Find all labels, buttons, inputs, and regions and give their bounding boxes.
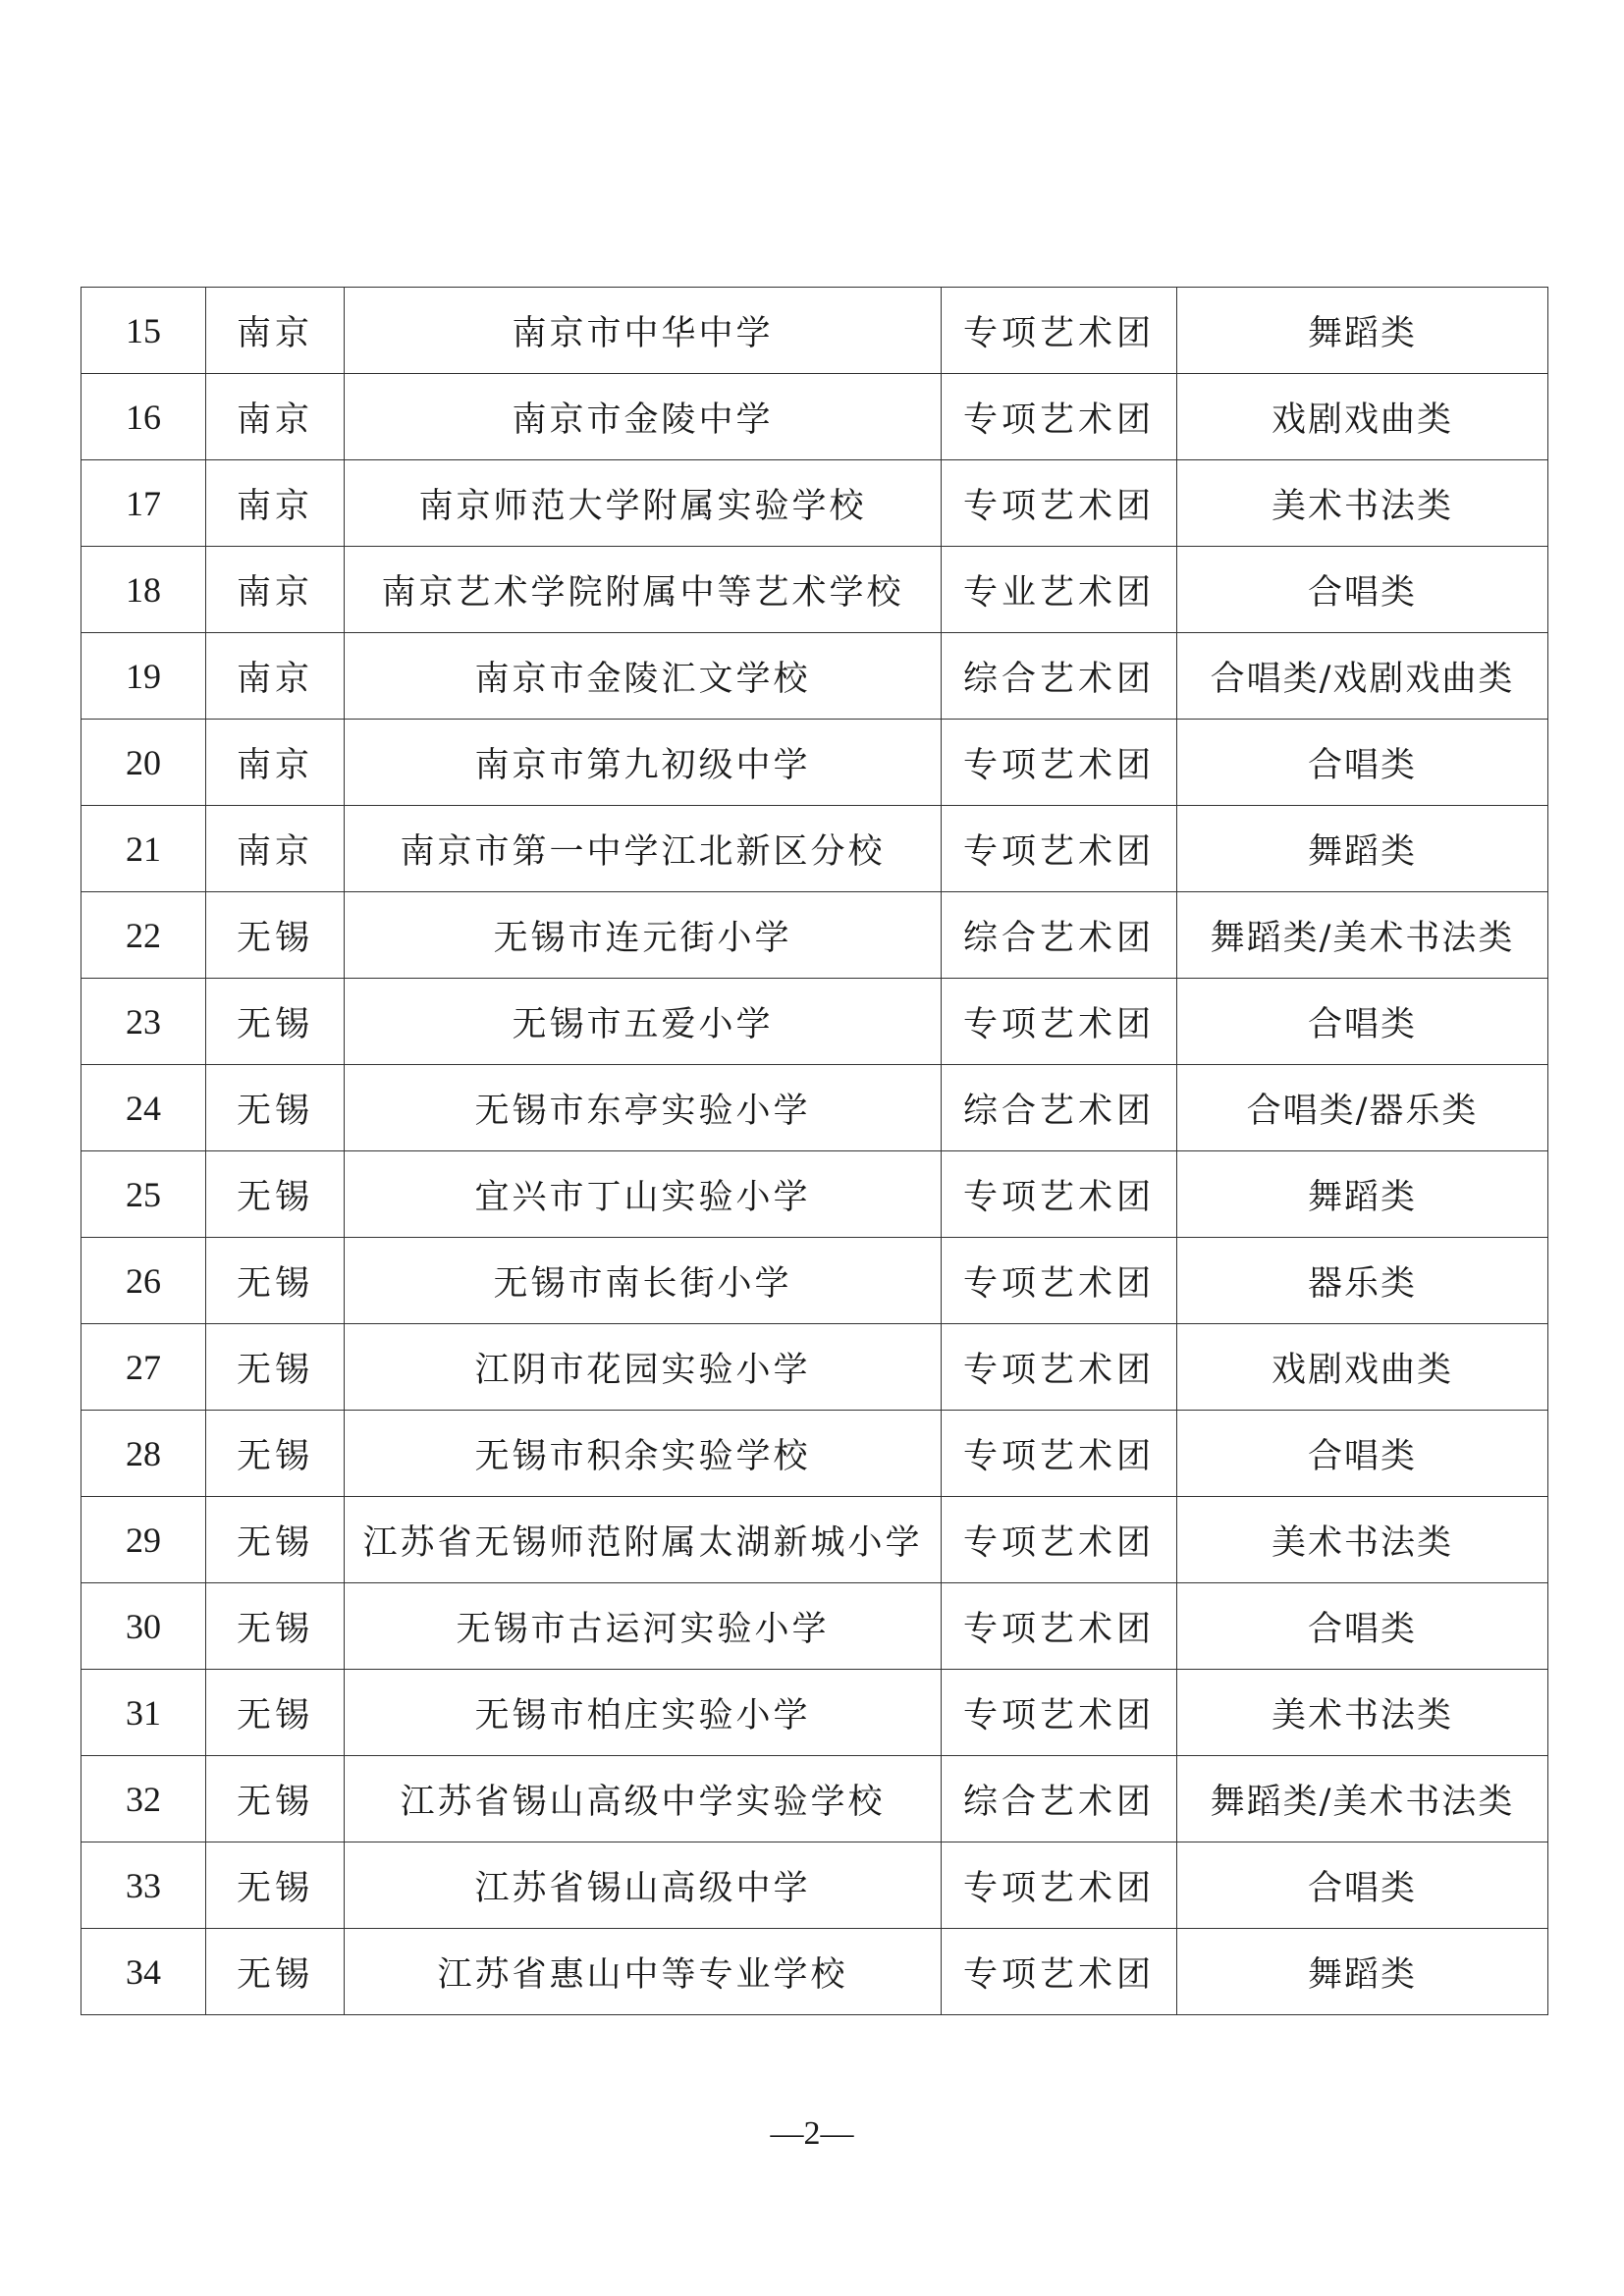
troupe-type-cell: 专项艺术团 (942, 1238, 1177, 1324)
category-cell: 合唱类 (1177, 1583, 1548, 1670)
row-number-cell: 16 (81, 374, 206, 460)
table-row (81, 460, 1548, 547)
category-cell: 舞蹈类 (1177, 1929, 1548, 2015)
city-cell: 无锡 (206, 1497, 345, 1583)
row-number-cell: 31 (81, 1670, 206, 1756)
troupe-type-cell: 专项艺术团 (942, 1497, 1177, 1583)
school-name-cell: 无锡市连元街小学 (345, 892, 942, 979)
city-cell: 无锡 (206, 1238, 345, 1324)
troupe-type-cell: 专项艺术团 (942, 806, 1177, 892)
school-name-cell: 宜兴市丁山实验小学 (345, 1151, 942, 1238)
city-cell: 无锡 (206, 1756, 345, 1842)
category-cell: 戏剧戏曲类 (1177, 1324, 1548, 1411)
table-row (81, 1497, 1548, 1583)
city-cell: 南京 (206, 288, 345, 374)
city-cell: 南京 (206, 806, 345, 892)
school-name-cell: 南京市第一中学江北新区分校 (345, 806, 942, 892)
city-cell: 南京 (206, 374, 345, 460)
table-body (81, 288, 1548, 2015)
school-name-cell: 南京市金陵汇文学校 (345, 633, 942, 720)
school-name-cell: 无锡市南长街小学 (345, 1238, 942, 1324)
school-name-cell: 南京市第九初级中学 (345, 720, 942, 806)
row-number-cell: 27 (81, 1324, 206, 1411)
category-cell: 美术书法类 (1177, 1497, 1548, 1583)
table-row (81, 547, 1548, 633)
school-name-cell: 江苏省锡山高级中学 (345, 1842, 942, 1929)
city-cell: 无锡 (206, 1151, 345, 1238)
row-number-cell: 29 (81, 1497, 206, 1583)
category-cell: 戏剧戏曲类 (1177, 374, 1548, 460)
troupe-type-cell: 专项艺术团 (942, 1583, 1177, 1670)
city-cell: 无锡 (206, 1324, 345, 1411)
row-number-cell: 33 (81, 1842, 206, 1929)
row-number-cell: 26 (81, 1238, 206, 1324)
table-row (81, 1583, 1548, 1670)
table-row (81, 720, 1548, 806)
city-cell: 无锡 (206, 1670, 345, 1756)
school-name-cell: 无锡市古运河实验小学 (345, 1583, 942, 1670)
school-name-cell: 江苏省锡山高级中学实验学校 (345, 1756, 942, 1842)
table-row (81, 1929, 1548, 2015)
troupe-type-cell: 专项艺术团 (942, 374, 1177, 460)
row-number-cell: 34 (81, 1929, 206, 2015)
troupe-type-cell: 综合艺术团 (942, 892, 1177, 979)
city-cell: 南京 (206, 720, 345, 806)
troupe-type-cell: 综合艺术团 (942, 1756, 1177, 1842)
troupe-type-cell: 专业艺术团 (942, 547, 1177, 633)
troupe-type-cell: 专项艺术团 (942, 1670, 1177, 1756)
category-cell: 器乐类 (1177, 1238, 1548, 1324)
row-number-cell: 24 (81, 1065, 206, 1151)
category-cell: 合唱类/器乐类 (1177, 1065, 1548, 1151)
table-row (81, 1756, 1548, 1842)
school-name-cell: 无锡市积余实验学校 (345, 1411, 942, 1497)
row-number-cell: 28 (81, 1411, 206, 1497)
school-name-cell: 无锡市东亭实验小学 (345, 1065, 942, 1151)
category-cell: 合唱类/戏剧戏曲类 (1177, 633, 1548, 720)
table-row (81, 979, 1548, 1065)
school-name-cell: 无锡市五爱小学 (345, 979, 942, 1065)
row-number-cell: 15 (81, 288, 206, 374)
table-row (81, 806, 1548, 892)
table-row (81, 1670, 1548, 1756)
troupe-type-cell: 专项艺术团 (942, 720, 1177, 806)
category-cell: 舞蹈类/美术书法类 (1177, 1756, 1548, 1842)
table-row (81, 1324, 1548, 1411)
school-name-cell: 无锡市柏庄实验小学 (345, 1670, 942, 1756)
row-number-cell: 30 (81, 1583, 206, 1670)
row-number-cell: 22 (81, 892, 206, 979)
school-name-cell: 江苏省惠山中等专业学校 (345, 1929, 942, 2015)
row-number-cell: 18 (81, 547, 206, 633)
table-row (81, 374, 1548, 460)
category-cell: 美术书法类 (1177, 1670, 1548, 1756)
school-name-cell: 南京艺术学院附属中等艺术学校 (345, 547, 942, 633)
city-cell: 无锡 (206, 1842, 345, 1929)
table-row (81, 1842, 1548, 1929)
row-number-cell: 32 (81, 1756, 206, 1842)
troupe-type-cell: 综合艺术团 (942, 1065, 1177, 1151)
category-cell: 合唱类 (1177, 1411, 1548, 1497)
category-cell: 合唱类 (1177, 979, 1548, 1065)
category-cell: 合唱类 (1177, 1842, 1548, 1929)
table-row (81, 1065, 1548, 1151)
table-row (81, 1238, 1548, 1324)
city-cell: 无锡 (206, 979, 345, 1065)
row-number-cell: 19 (81, 633, 206, 720)
city-cell: 无锡 (206, 892, 345, 979)
city-cell: 无锡 (206, 1065, 345, 1151)
row-number-cell: 25 (81, 1151, 206, 1238)
city-cell: 无锡 (206, 1411, 345, 1497)
school-name-cell: 南京市中华中学 (345, 288, 942, 374)
category-cell: 舞蹈类/美术书法类 (1177, 892, 1548, 979)
table-row (81, 1151, 1548, 1238)
troupe-type-cell: 专项艺术团 (942, 1324, 1177, 1411)
troupe-type-cell: 专项艺术团 (942, 1411, 1177, 1497)
city-cell: 无锡 (206, 1583, 345, 1670)
category-cell: 舞蹈类 (1177, 288, 1548, 374)
category-cell: 舞蹈类 (1177, 806, 1548, 892)
table-row (81, 892, 1548, 979)
city-cell: 南京 (206, 547, 345, 633)
troupe-type-cell: 专项艺术团 (942, 1929, 1177, 2015)
city-cell: 无锡 (206, 1929, 345, 2015)
row-number-cell: 17 (81, 460, 206, 547)
city-cell: 南京 (206, 633, 345, 720)
school-name-cell: 南京师范大学附属实验学校 (345, 460, 942, 547)
page-number: —2— (770, 2115, 854, 2152)
troupe-type-cell: 专项艺术团 (942, 1842, 1177, 1929)
row-number-cell: 21 (81, 806, 206, 892)
troupe-type-cell: 专项艺术团 (942, 1151, 1177, 1238)
troupe-type-cell: 专项艺术团 (942, 288, 1177, 374)
table-row (81, 1411, 1548, 1497)
school-name-cell: 江阴市花园实验小学 (345, 1324, 942, 1411)
troupe-type-cell: 专项艺术团 (942, 460, 1177, 547)
table-row (81, 288, 1548, 374)
row-number-cell: 20 (81, 720, 206, 806)
category-cell: 合唱类 (1177, 720, 1548, 806)
category-cell: 合唱类 (1177, 547, 1548, 633)
category-cell: 美术书法类 (1177, 460, 1548, 547)
troupe-type-cell: 专项艺术团 (942, 979, 1177, 1065)
table-row (81, 633, 1548, 720)
school-name-cell: 江苏省无锡师范附属太湖新城小学 (345, 1497, 942, 1583)
troupe-type-cell: 综合艺术团 (942, 633, 1177, 720)
category-cell: 舞蹈类 (1177, 1151, 1548, 1238)
school-list-table (81, 287, 1548, 2015)
school-name-cell: 南京市金陵中学 (345, 374, 942, 460)
city-cell: 南京 (206, 460, 345, 547)
row-number-cell: 23 (81, 979, 206, 1065)
